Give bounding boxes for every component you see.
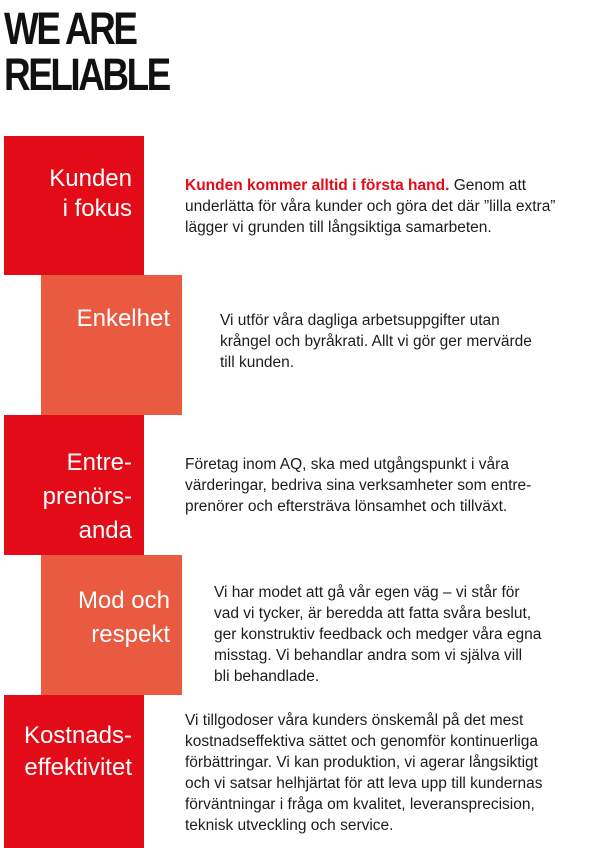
value-description-line: Genom att [449, 177, 527, 194]
value-description-line: förbättringar. Vi kan produktion, vi agerar långsiktigt [185, 754, 538, 771]
value-description-entreprenorsanda [185, 454, 531, 517]
title-line: WE ARE [4, 3, 136, 54]
value-description-line: Vi utför våra dagliga arbetsuppgifter utan [220, 312, 500, 329]
value-box-enkelhet [41, 275, 182, 415]
value-label-line: effektivitet [24, 754, 132, 781]
value-description-line: kostnadseffektiva sättet och genomför kontinuerliga [185, 733, 538, 750]
value-label-line: prenörs- [42, 483, 132, 510]
value-label-line: Kunden [49, 165, 132, 192]
value-label-line: respekt [91, 621, 170, 648]
value-description-line: värderingar, bedriva sina verksamheter som entre- [185, 477, 532, 494]
value-box-entreprenorsanda [4, 415, 144, 555]
value-description-line: Vi har modet att gå vår egen väg – vi står för [214, 584, 520, 601]
value-highlight: Kunden kommer alltid i första hand. [185, 177, 450, 194]
value-description-mod-och-respekt [214, 582, 541, 687]
title-line: RELIABLE [4, 49, 169, 100]
value-description-line: ger konstruktiv feedback och medger våra egna [214, 626, 542, 643]
value-description-line: lägger vi grunden till långsiktiga samarbeten. [185, 219, 492, 236]
value-label-line: Kostnads- [23, 722, 132, 749]
value-description-line: till kunden. [220, 354, 295, 371]
value-description-enkelhet [220, 310, 532, 373]
value-description-line: vad vi tycker, är beredda att fatta svåra beslut, [214, 605, 532, 622]
value-description-line: krångel och byråkrati. Allt vi gör ger mervärde [220, 333, 532, 350]
value-label-line: Entre- [66, 449, 132, 476]
value-description-line: teknisk utveckling och service. [185, 817, 394, 834]
value-description-kostnadseffektivitet [185, 710, 543, 836]
value-box-mod-och-respekt [41, 555, 182, 695]
value-label-line: anda [78, 517, 132, 544]
value-box-kunden-i-fokus [4, 136, 144, 275]
value-label-line: Mod och [77, 587, 170, 614]
value-label-line: i fokus [62, 195, 132, 222]
value-box-kostnadseffektivitet [4, 695, 144, 848]
value-description-line: och vi satsar helhjärtat för att leva upp till kundernas [185, 775, 543, 792]
value-description-line: misstag. Vi behandlar andra som vi själva vill [214, 647, 523, 664]
value-description-line: Företag inom AQ, ska med utgångspunkt i våra [185, 456, 509, 473]
value-description-line: underlätta för våra kunder och göra det där ”lilla extra” [185, 198, 556, 215]
value-description-line: prenörer och eftersträva lönsamhet och tillväxt. [185, 498, 508, 515]
page-title [4, 3, 169, 100]
value-description-kunden-i-fokus [185, 175, 555, 238]
value-description-line: bli behandlade. [214, 668, 320, 685]
value-label-line: Enkelhet [76, 305, 170, 332]
value-description-line: Vi tillgodoser våra kunders önskemål på det mest [185, 712, 524, 729]
value-description-line: förväntningar i fråga om kvalitet, leveransprecision, [185, 796, 535, 813]
